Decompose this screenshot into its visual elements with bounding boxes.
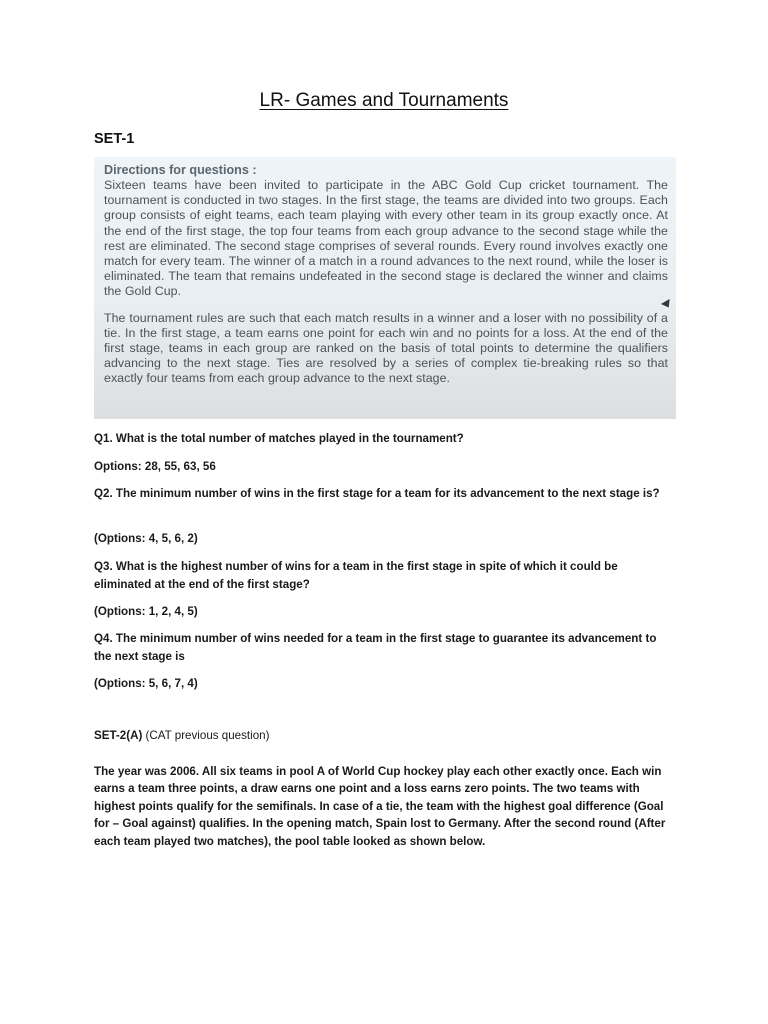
cursor-icon [661,299,673,310]
directions-image [94,157,676,419]
question-3-options: (Options: 1, 2, 4, 5) [94,605,198,618]
question-1: Q1. What is the total number of matches played in the tournament? [94,432,464,445]
set-1-heading [94,131,134,147]
question-2-options: (Options: 4, 5, 6, 2) [94,532,198,545]
question-3: Q3. What is the highest number of wins for a team in the first stage in spite of which it could be eliminated at the end of the first stage? [94,560,618,591]
question-4-options: (Options: 5, 6, 7, 4) [94,677,198,690]
directions-heading: Directions for questions : [104,163,257,177]
set-2-paragraph: The year was 2006. All six teams in pool A of World Cup hockey play each other exactly once. Each win earns a team three points, a draw earns one point and a loss earns zero points. The two teams with highest points qualify for the semifinals. In case of a tie, the team with the highest goal difference (Goal for – Goal against) qualifies. In the opening match, Spain lost to Germany. After the second round (After each team played two matches), the pool table looked as shown below. [94,765,666,848]
question-2: Q2. The minimum number of wins in the first stage for a team for its advancement to the next stage is? [94,487,660,500]
set-2-note: (CAT previous question) [145,729,270,742]
question-4: Q4. The minimum number of wins needed for a team in the first stage to guarantee its advancement to the next stage is [94,632,657,663]
directions-paragraph-2: The tournament rules are such that each match results in a winner and a loser with no possibility of a tie. In the first stage, a team earns one point for each win and no points for a loss. At the end of the first stage, teams in each group are ranked on the basis of total points to determine the qualifiers advancing to the next stage. Ties are resolved by a series of complex tie-breaking rules so that exactly four teams from each group advance to the next stage. [104,310,668,386]
set-2-heading [94,729,269,742]
page-title: LR- Games and Tournaments [259,90,509,111]
directions-paragraph-1: Sixteen teams have been invited to participate in the ABC Gold Cup cricket tournament. The tournament is conducted in two stages. In the first stage, the teams are divided into two groups. Each group consists of eight teams, each team playing with every other team in its group exactly once. At the end of the first stage, the top four teams from each group advance to the second stage while the rest are eliminated. The second stage comprises of several rounds. Every round involves exactly one match for every team. The winner of a match in a round advances to the next round, while the loser is eliminated. The team that remains undefeated in the second stage is declared the winner and claims the Gold Cup. [104,178,668,299]
set-2-label: SET-2(A) [94,729,143,742]
set-1-label: SET-1 [94,131,135,147]
question-1-options: Options: 28, 55, 63, 56 [94,460,216,473]
